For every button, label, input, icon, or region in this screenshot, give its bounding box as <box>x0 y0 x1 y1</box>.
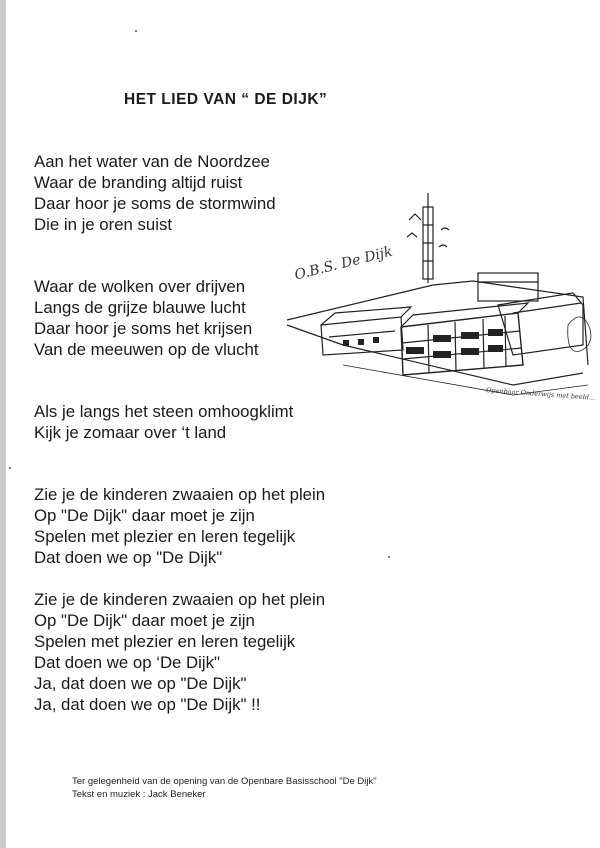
verse-line: Als je langs het steen omhoogklimt <box>34 402 294 421</box>
footer-occasion: Ter gelegenheid van de opening van de Openbare Basisschool "De Dijk" <box>72 776 377 787</box>
verse-line: Daar hoor je soms de stormwind <box>34 194 276 213</box>
verse-3 <box>34 401 293 443</box>
scan-speck <box>135 30 137 32</box>
verse-line: Spelen met plezier en leren tegelijk <box>34 632 296 651</box>
verse-line: Dat doen we op ‘De Dijk" <box>34 653 220 672</box>
scan-speck <box>388 556 390 558</box>
verse-2 <box>34 276 259 360</box>
verse-line: Waar de branding altijd ruist <box>34 173 243 192</box>
chorus-2 <box>34 589 325 715</box>
school-building-drawing <box>283 185 593 410</box>
chorus-1 <box>34 484 325 568</box>
song-title: HET LIED VAN “ DE DIJK” <box>124 91 328 108</box>
verse-line: Aan het water van de Noordzee <box>34 152 271 171</box>
verse-line: Kijk je zomaar over ‘t land <box>34 423 227 442</box>
scan-edge <box>0 0 6 848</box>
verse-line: Ja, dat doen we op "De Dijk" !! <box>34 695 261 714</box>
verse-line: Langs de grijze blauwe lucht <box>34 298 246 317</box>
verse-line: Op "De Dijk" daar moet je zijn <box>34 611 255 630</box>
verse-line: Die in je oren suist <box>34 215 173 234</box>
verse-1 <box>34 151 276 235</box>
verse-line: Zie je de kinderen zwaaien op het plein <box>34 590 326 609</box>
verse-line: Dat doen we op "De Dijk" <box>34 548 223 567</box>
verse-line: Zie je de kinderen zwaaien op het plein <box>34 485 326 504</box>
verse-line: Daar hoor je soms het krijsen <box>34 319 253 338</box>
illustration-caption: Openbaar Onderwijs met beeld... <box>485 386 596 402</box>
scan-speck <box>9 467 11 469</box>
verse-line: Van de meeuwen op de vlucht <box>34 340 259 359</box>
footer-author: Tekst en muziek : Jack Beneker <box>72 789 206 800</box>
verse-line: Waar de wolken over drijven <box>34 277 246 296</box>
footer-credits <box>72 775 377 801</box>
verse-line: Ja, dat doen we op "De Dijk" <box>34 674 247 693</box>
verse-line: Spelen met plezier en leren tegelijk <box>34 527 296 546</box>
school-sign: O.B.S. De Dijk <box>293 243 395 284</box>
verse-line: Op "De Dijk" daar moet je zijn <box>34 506 255 525</box>
